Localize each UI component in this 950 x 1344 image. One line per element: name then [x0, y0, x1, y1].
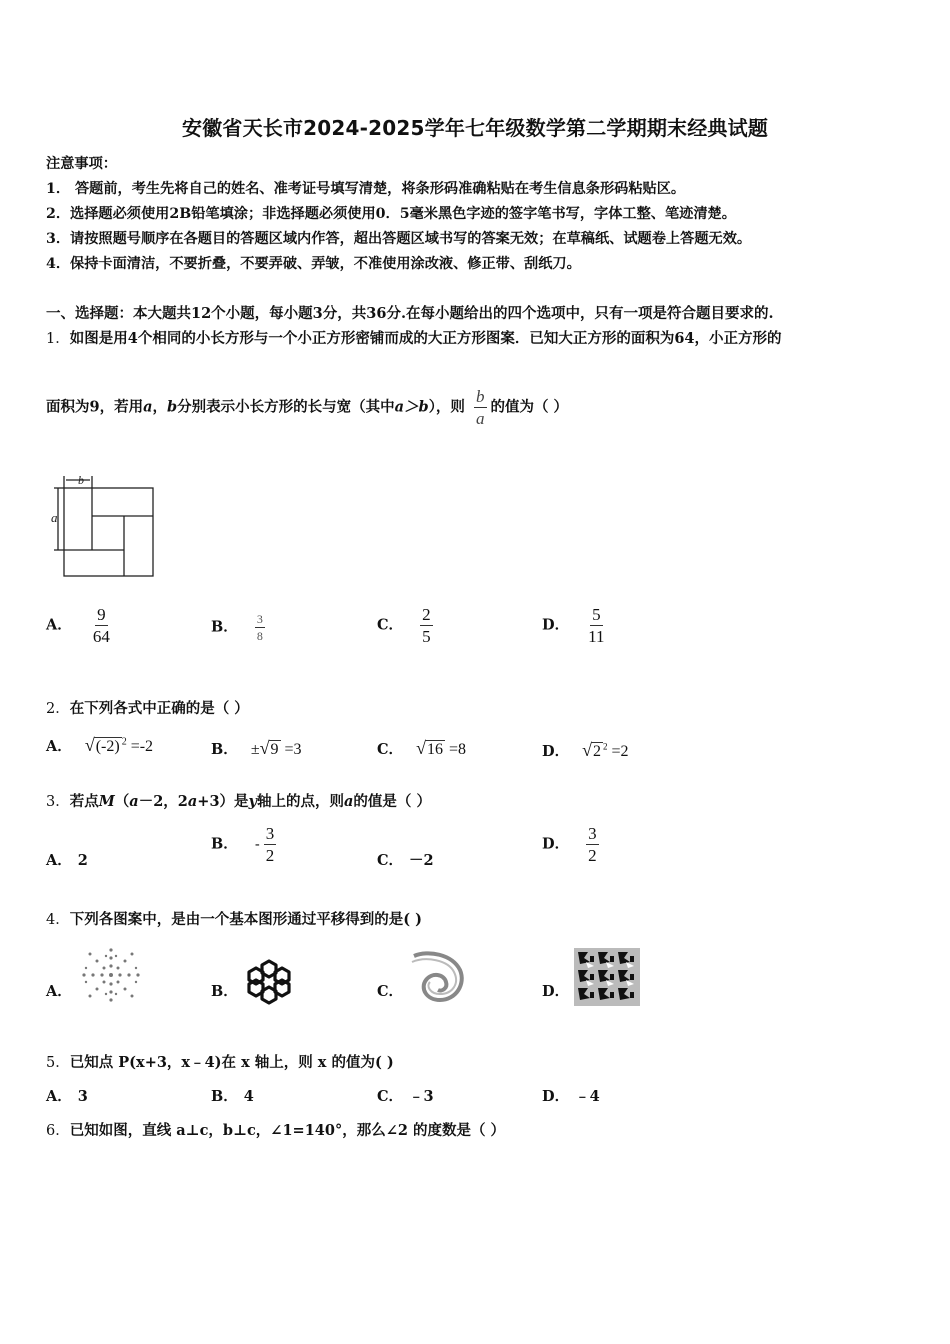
- option-label: B．: [211, 618, 238, 636]
- label-b: b: [78, 473, 84, 487]
- radical-sign: √: [582, 740, 593, 760]
- text: 的值为（ ）: [490, 398, 569, 416]
- q1-option-b[interactable]: [211, 613, 265, 642]
- numerator: 3: [265, 824, 275, 843]
- right-side: =2: [611, 743, 629, 760]
- question-number: 6．: [46, 1123, 70, 1139]
- radical-sign: √: [84, 735, 95, 755]
- numerator: 5: [592, 605, 601, 624]
- q4-option-c-label[interactable]: C．: [377, 983, 404, 1000]
- question-text: 如图是用4个相同的小长方形与一个小正方形密铺而成的大正方形图案．已知大正方形的面积为64，小正方形的: [69, 330, 782, 347]
- text: －2，2: [138, 793, 188, 810]
- notes-heading: 注意事项：: [46, 156, 117, 172]
- note-item-3: 3．请按照题号顺序在各题目的答题区域内作答，超出答题区域书写的答案无效；在草稿纸、试题卷上答题无效。: [46, 231, 752, 247]
- option-label: D．: [542, 743, 570, 760]
- option-fraction: [264, 825, 277, 864]
- option-value: ﹣4: [575, 1088, 600, 1105]
- question-3: [46, 790, 431, 811]
- option-label: C．: [377, 852, 404, 869]
- exponent: 2: [121, 736, 127, 748]
- var-a: a: [143, 398, 153, 416]
- question-5: [46, 1051, 394, 1072]
- option-fraction: [586, 606, 606, 645]
- q4-option-d-label[interactable]: D．: [542, 983, 570, 1000]
- denominator: a: [476, 409, 485, 428]
- option-value: 4: [243, 1088, 254, 1105]
- q1-option-d[interactable]: [542, 606, 607, 645]
- spiral-shell-icon[interactable]: [408, 948, 468, 1006]
- right-side: =3: [284, 741, 302, 758]
- q4-option-b-label[interactable]: B．: [211, 983, 238, 1000]
- option-label: C．: [377, 616, 404, 634]
- var-a: a: [187, 793, 198, 810]
- note-item-4: 4．保持卡面清洁，不要折叠，不要弄破、弄皱，不准使用涂改液、修正带、刮纸刀。: [46, 256, 581, 272]
- radical-sign: √: [416, 738, 426, 758]
- denominator: 64: [92, 627, 110, 646]
- text: ），则: [428, 398, 465, 416]
- option-label: D．: [542, 1088, 570, 1105]
- option-label: A．: [46, 1088, 72, 1105]
- option-label: A．: [46, 616, 72, 634]
- q5-option-c[interactable]: [377, 1085, 434, 1106]
- question-2: [46, 697, 249, 718]
- q1-option-a[interactable]: [46, 606, 112, 645]
- var-a: a: [343, 793, 354, 810]
- option-value: 3: [77, 1088, 88, 1105]
- option-label: C．: [377, 1088, 404, 1105]
- page-title: 安徽省天长市2024-2025学年七年级数学第二学期期末经典试题: [181, 116, 769, 140]
- denominator: 11: [588, 627, 605, 646]
- var-b: b: [167, 398, 178, 416]
- hexagon-flower-icon[interactable]: [240, 958, 298, 1006]
- var-M: M: [98, 793, 115, 810]
- note-item-1: 1． 答题前，考生先将自己的姓名、准考证号填写清楚，将条形码准确粘贴在考生信息条形码粘贴区。: [46, 181, 686, 197]
- text: 分别表示小长方形的长与宽（其中: [177, 398, 395, 416]
- question-text: 已知点 P(x+3，x﹣4)在 x 轴上，则 x 的值为( ): [69, 1054, 394, 1071]
- q1-option-c[interactable]: [377, 606, 433, 645]
- var-a: a: [129, 793, 139, 810]
- question-number: 4．: [46, 912, 70, 928]
- text: 轴上的点，则: [256, 793, 344, 810]
- fraction-b-over-a: [474, 388, 487, 427]
- denominator: 2: [588, 846, 597, 865]
- option-label: B．: [211, 741, 238, 758]
- option-fraction: [420, 606, 433, 645]
- option-fraction: [586, 825, 599, 864]
- question-text: 在下列各式中正确的是（ ）: [69, 700, 249, 717]
- q3-option-b[interactable]: [211, 825, 276, 864]
- q5-option-b[interactable]: [211, 1085, 254, 1106]
- denominator: 5: [422, 627, 431, 646]
- numerator: 3: [256, 612, 263, 626]
- option-fraction: [255, 613, 265, 642]
- q2-option-c[interactable]: [377, 738, 466, 759]
- question-1-line-1: [46, 327, 782, 348]
- numerator: 9: [97, 605, 106, 624]
- question-number: 5．: [46, 1055, 70, 1071]
- question-number: 1．: [46, 331, 70, 347]
- text: 若点: [69, 793, 99, 810]
- numerator: b: [476, 387, 485, 406]
- q4-option-a-label[interactable]: A．: [46, 983, 72, 1000]
- minus-sign: -: [254, 836, 260, 853]
- var-y: y: [248, 793, 257, 810]
- q3-option-d[interactable]: [542, 825, 599, 864]
- label-a: a: [51, 510, 58, 525]
- q5-option-d[interactable]: [542, 1085, 600, 1106]
- radicand: (-2): [95, 738, 120, 755]
- note-item-2: 2．选择题必须使用2B铅笔填涂；非选择题必须使用0．5毫米黑色字迹的签字笔书写，字体工整、笔迹清楚。: [46, 206, 736, 222]
- dot-star-icon[interactable]: [76, 946, 146, 1004]
- condition: a＞b: [394, 398, 429, 416]
- option-label: C．: [377, 741, 404, 758]
- right-side: =-2: [130, 738, 154, 755]
- option-label: D．: [542, 835, 570, 853]
- question-4: [46, 908, 422, 929]
- option-value: 2: [77, 852, 88, 869]
- radicand: 9: [270, 741, 279, 758]
- text: +3）是: [197, 793, 249, 810]
- option-label: D．: [542, 616, 570, 634]
- question-1-line-2: [46, 388, 568, 427]
- option-value: －2: [409, 852, 434, 869]
- question-6: [46, 1119, 505, 1140]
- text: 面积为9，若用: [46, 398, 144, 416]
- radicand: 2: [593, 743, 602, 760]
- q2-option-d[interactable]: [542, 740, 629, 761]
- question-text: 已知如图，直线 a⊥c，b⊥c，∠1=140°，那么∠2 的度数是（ ）: [69, 1122, 506, 1139]
- q3-option-a[interactable]: [46, 849, 88, 870]
- question-number: 2．: [46, 701, 70, 717]
- text: （: [114, 793, 130, 810]
- q2-option-b[interactable]: [211, 738, 302, 759]
- option-expression: [84, 735, 154, 755]
- option-expression: [250, 738, 302, 758]
- right-side: =8: [449, 741, 467, 758]
- option-expression: [582, 740, 629, 760]
- denominator: 2: [265, 846, 275, 865]
- tessellation-pattern-icon[interactable]: [574, 948, 640, 1006]
- exponent: 2: [603, 741, 608, 752]
- rectangles-figure: [48, 470, 160, 582]
- section-heading: 一、选择题：本大题共12个小题，每小题3分，共36分.在每小题给出的四个选项中，只有一项是符合题目要求的.: [46, 305, 774, 322]
- option-label: B．: [211, 1088, 238, 1105]
- option-expression: [416, 738, 467, 758]
- plus-minus: ±: [250, 741, 260, 758]
- denominator: 8: [256, 629, 263, 643]
- option-fraction: [91, 606, 112, 645]
- text: ，: [152, 398, 167, 416]
- numerator: 3: [588, 824, 597, 843]
- question-number: 3．: [46, 794, 70, 810]
- q2-option-a[interactable]: [46, 735, 153, 756]
- option-label: A．: [46, 852, 72, 869]
- text: 的值是（ ）: [353, 793, 431, 810]
- radical-sign: √: [259, 738, 270, 758]
- q3-option-c[interactable]: [377, 849, 434, 870]
- radicand: 16: [427, 741, 443, 758]
- q5-option-a[interactable]: [46, 1085, 88, 1106]
- question-text: 下列各图案中，是由一个基本图形通过平移得到的是( ): [69, 911, 423, 928]
- numerator: 2: [422, 605, 431, 624]
- option-label: A．: [46, 738, 72, 755]
- option-value: ﹣3: [409, 1088, 434, 1105]
- option-label: B．: [211, 835, 238, 853]
